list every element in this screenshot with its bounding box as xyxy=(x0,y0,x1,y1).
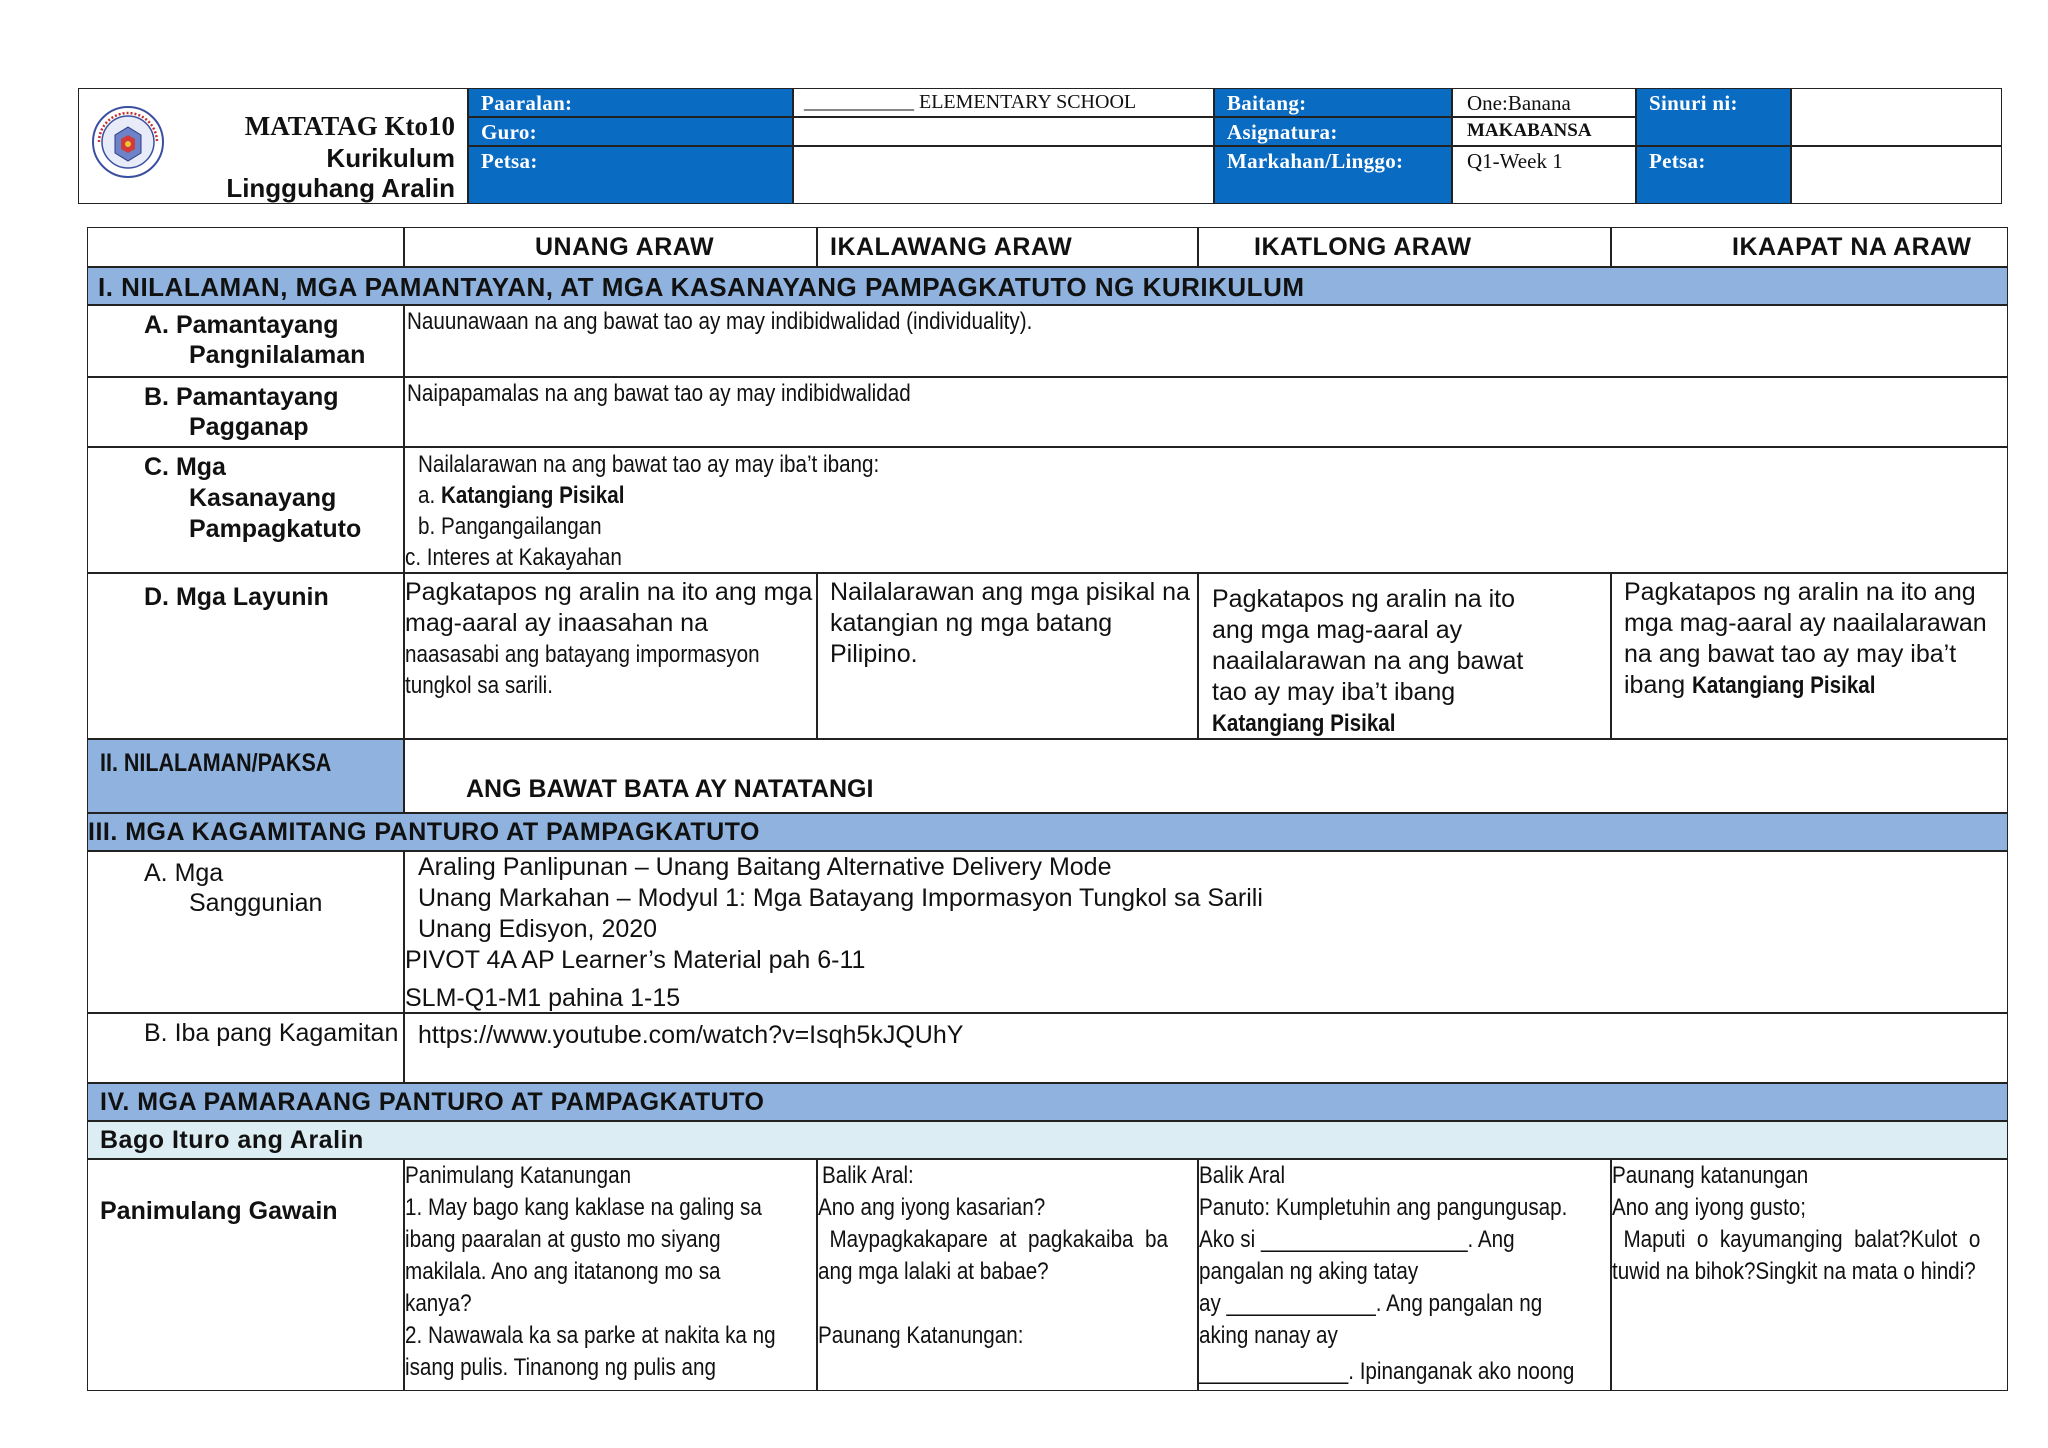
markahan-value-cell[interactable] xyxy=(1452,146,1636,204)
baitang-value-cell[interactable] xyxy=(1452,88,1636,117)
iba-pang-kagamitan-content-cell[interactable] xyxy=(404,1013,2008,1083)
row-b-content-cell[interactable] xyxy=(404,377,2008,447)
iba-pang-kagamitan-label-cell: B. Iba pang Kagamitan xyxy=(87,1013,404,1083)
lesson-plan-table xyxy=(87,227,2008,1391)
row-a-label-cell: A. Pamantayang Pangnilalaman xyxy=(87,305,404,377)
baitang-label-cell xyxy=(1214,88,1452,117)
lesson-header xyxy=(78,88,2002,204)
markahan-value: Q1-Week 1 xyxy=(1467,149,1563,173)
section-1-title: I. NILALAMAN, MGA PAMANTAYAN, AT MGA KASANAYANG PAMPAGKATUTO NG KURIKULUM xyxy=(98,272,1305,302)
row-a-content-cell[interactable] xyxy=(404,305,2008,377)
title-line-1: MATATAG Kto10 xyxy=(244,111,455,141)
guro-value xyxy=(794,118,1213,122)
paaralan-value: ___________ ELEMENTARY SCHOOL xyxy=(804,91,1137,113)
paaralan-label: Paaralan: xyxy=(481,91,573,115)
petsa-label: Petsa: xyxy=(481,149,538,173)
row-d-day2-cell[interactable]: Nailalarawan ang mga pisikal na katangian ng mga batang Pilipino. xyxy=(817,573,1198,739)
section-2-topic-cell[interactable] xyxy=(404,739,2008,813)
petsa-value xyxy=(794,147,1213,151)
panimulang-gawain-label-cell: Panimulang Gawain xyxy=(87,1159,404,1391)
panimulang-day2-cell[interactable]: Balik Aral: Ano ang iyong kasarian? Maypagkakapare at pagkakaiba ba ang mga lalaki at babae? Paunang Katanungan: xyxy=(817,1159,1198,1391)
baitang-label: Baitang: xyxy=(1227,91,1307,115)
panimulang-day1-cell[interactable]: Panimulang Katanungan 1. May bago kang kaklase na galing sa ibang paaralan at gusto mo siyang makilala. Ano ang itatanong mo sa kanya? 2. Nawawala ka sa parke at nakita ka ng isang pulis. Tinanong ng pulis ang xyxy=(404,1159,817,1391)
day-header-3: IKATLONG ARAW xyxy=(1198,227,1611,267)
section-2-title: II. NILALAMAN/PAKSA xyxy=(100,749,332,777)
bago-ituro-header xyxy=(87,1121,2008,1159)
section-4-title: IV. MGA PAMARAANG PANTURO AT PAMPAGKATUTO xyxy=(100,1088,765,1116)
sinuri-value-cell[interactable] xyxy=(1791,88,2002,146)
day-header-2: IKALAWANG ARAW xyxy=(817,227,1198,267)
youtube-link[interactable]: https://www.youtube.com/watch?v=Isqh5kJQUhY xyxy=(418,1021,964,1049)
section-2-label-cell xyxy=(87,739,404,813)
petsa-label-cell xyxy=(468,146,793,204)
section-4-header xyxy=(87,1083,2008,1121)
section-2-topic: ANG BAWAT BATA AY NATATANGI xyxy=(466,775,874,803)
section-3-header xyxy=(87,813,2008,851)
petsa2-label: Petsa: xyxy=(1649,149,1706,173)
asignatura-label-cell xyxy=(1214,117,1452,146)
title-line-2: Kurikulum xyxy=(326,143,455,173)
guro-value-cell[interactable] xyxy=(793,117,1214,146)
petsa2-label-cell xyxy=(1636,146,1791,204)
row-d-label-cell: D. Mga Layunin xyxy=(87,573,404,739)
section-3-title: III. MGA KAGAMITANG PANTURO AT PAMPAGKATUTO xyxy=(88,818,760,846)
row-d-day4-cell[interactable]: Pagkatapos ng aralin na ito ang mga mag-aaral ay naailalarawan na ang bawat tao ay may iba’t ibang Katangiang Pisikal xyxy=(1611,573,2008,739)
paaralan-label-cell xyxy=(468,88,793,117)
title-line-3: Lingguhang Aralin xyxy=(226,173,455,203)
header-title-box xyxy=(78,88,468,204)
sinuri-value xyxy=(1792,89,2001,93)
section-1-header xyxy=(87,267,2008,305)
markahan-label-cell xyxy=(1214,146,1452,204)
row-d-day3-cell[interactable]: Pagkatapos ng aralin na ito ang mga mag-aaral ay naailalarawan na ang bawat tao ay may iba’t ibang Katangiang Pisikal xyxy=(1198,573,1611,739)
petsa2-value-cell[interactable] xyxy=(1791,146,2002,204)
pamantayang-pangnilalaman-text: Nauunawaan na ang bawat tao ay may indibidwalidad (individuality). xyxy=(407,308,1033,335)
deped-seal-icon xyxy=(91,105,165,179)
row-d-day1-cell[interactable]: Pagkatapos ng aralin na ito ang mga mag-aaral ay inaasahan na naasasabi ang batayang impormasyon tungkol sa sarili. xyxy=(404,573,817,739)
bago-ituro-title: Bago Ituro ang Aralin xyxy=(100,1126,364,1154)
asignatura-value: MAKABANSA xyxy=(1467,120,1592,141)
sanggunian-content-cell[interactable]: Araling Panlipunan – Unang Baitang Alternative Delivery Mode Unang Markahan – Modyul 1: Mga Batayang Impormasyon Tungkol sa Sarili Unang Edisyon, 2020 PIVOT 4A AP Learner’s Material pah 6-11 SLM-Q1-M1 pahina 1-15 xyxy=(404,851,2008,1013)
panimulang-day4-cell[interactable]: Paunang katanungan Ano ang iyong gusto; Maputi o kayumanging balat?Kulot o tuwid na bihok?Singkit na mata o hindi? xyxy=(1611,1159,2008,1391)
baitang-value: One:Banana xyxy=(1467,91,1571,115)
day-header-4: IKAAPAT NA ARAW xyxy=(1611,227,2008,267)
sinuri-label: Sinuri ni: xyxy=(1649,91,1738,115)
paaralan-value-cell[interactable] xyxy=(793,88,1214,117)
row-c-content-cell[interactable]: Nailalarawan na ang bawat tao ay may iba’t ibang: a. Katangiang Pisikal b. Pangangailangan c. Interes at Kakayahan xyxy=(404,447,2008,573)
sanggunian-label-cell: A. Mga Sanggunian xyxy=(87,851,404,1013)
corner-cell xyxy=(87,227,404,267)
day-header-1: UNANG ARAW xyxy=(404,227,817,267)
petsa2-value xyxy=(1792,147,2001,151)
pamantayang-pagganap-text: Naipapamalas na ang bawat tao ay may indibidwalidad xyxy=(407,380,911,407)
asignatura-label: Asignatura: xyxy=(1227,120,1338,144)
asignatura-value-cell[interactable] xyxy=(1452,117,1636,146)
sinuri-label-cell xyxy=(1636,88,1791,146)
row-b-label-cell: B. Pamantayang Pagganap xyxy=(87,377,404,447)
guro-label-cell xyxy=(468,117,793,146)
panimulang-day3-cell[interactable]: Balik Aral Panuto: Kumpletuhin ang pangungusap. Ako si __________________. Ang pangalan ng aking tatay ay _____________. Ang pangalan ng aking nanay ay _____________. Ipinanganak ako noong xyxy=(1198,1159,1611,1391)
row-c-label-cell: C. Mga Kasanayang Pampagkatuto xyxy=(87,447,404,573)
markahan-label: Markahan/Linggo: xyxy=(1227,149,1404,173)
guro-label: Guro: xyxy=(481,120,537,144)
petsa-value-cell[interactable] xyxy=(793,146,1214,204)
